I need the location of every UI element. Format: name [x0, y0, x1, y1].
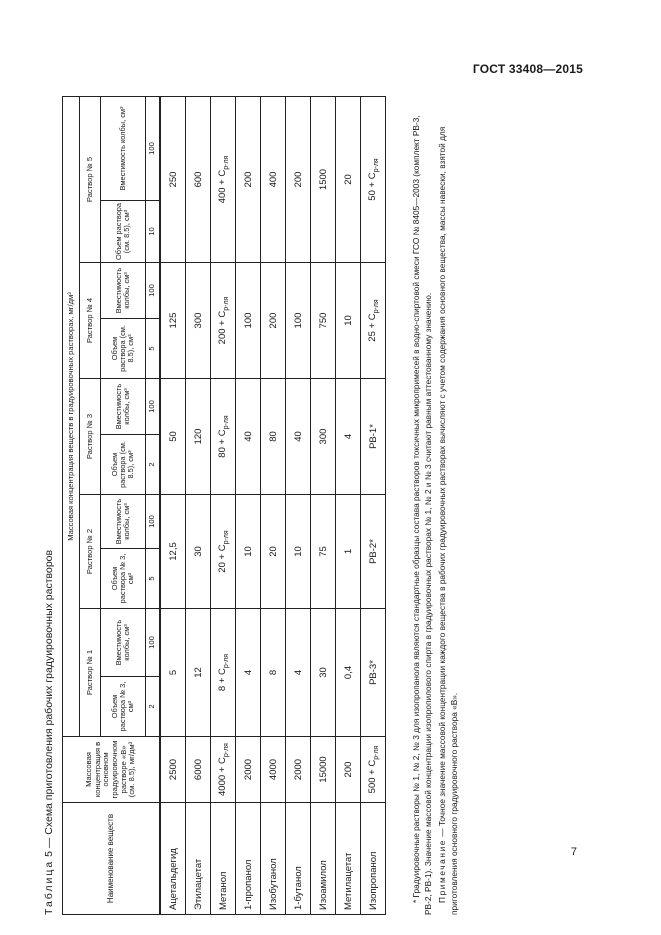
substance-name: 1-пропанол: [236, 803, 261, 915]
solution-4-value: 100: [236, 263, 261, 379]
col-number: 5: [146, 319, 161, 379]
solution-2-value: 20: [261, 495, 286, 609]
solution-3-value: 300: [311, 379, 336, 495]
base-concentration: $500 + C_{р-ля}$: [361, 737, 386, 803]
col-number: 2: [146, 435, 161, 495]
caption-text: 5 — Схема приготовления рабочих градуировочных растворов: [43, 549, 55, 857]
subheader-volume-4: Объем раствора (см. 8.5), см³: [101, 319, 146, 379]
group-header-1: Раствор № 1: [80, 609, 101, 737]
caption-label: Таблица: [43, 859, 55, 915]
document-code: ГОСТ 33408—2015: [472, 62, 583, 76]
substance-name: 1-бутанол: [286, 803, 311, 915]
solution-3-value: 50: [160, 379, 186, 495]
solution-5-value: 600: [186, 96, 211, 262]
substance-name: Изоамилол: [311, 803, 336, 915]
base-concentration: 15000: [311, 737, 336, 803]
table-row: [286, 96, 311, 914]
col-header-name: Наименование веществ: [63, 803, 161, 915]
solution-1-value: 12: [186, 609, 211, 737]
solution-2-value: РВ-2*: [361, 495, 386, 609]
subheader-volume-2: Объем раствора № 3, см³: [101, 549, 146, 609]
col-number: 5: [146, 549, 161, 609]
solution-1-value: РВ-3*: [361, 609, 386, 737]
solution-5-value: 200: [286, 96, 311, 262]
subheader-capacity-5: Вместимость колбы, см³: [101, 96, 146, 200]
base-concentration: 4000: [261, 737, 286, 803]
solution-5-value: 200: [236, 96, 261, 262]
solution-3-value: РВ-1*: [361, 379, 386, 495]
col-number: 100: [146, 263, 161, 319]
solution-4-value: 125: [160, 263, 186, 379]
solution-4-value: 200: [261, 263, 286, 379]
table-row: [311, 96, 336, 914]
solution-2-value: 1: [336, 495, 361, 609]
table-row: [361, 96, 386, 914]
solution-2-value: 12,5: [160, 495, 186, 609]
page-number: 7: [570, 846, 577, 858]
note-text: — Точное значение массовой концентрации каждого вещества в рабочих градуировочных растворах вычисляют с учетом содержания основного вещества, массы навески, взятой для приготовления основного градуировочного раствора «В».: [437, 126, 459, 915]
col-number: 100: [146, 609, 161, 677]
supergroup-header: Массовая концентрация веществ в градуировочных растворах, мг/дм³: [63, 96, 80, 736]
subheader-capacity-2: Вместимость колбы, см³: [101, 495, 146, 549]
substance-name: Ацетальдегид: [160, 803, 186, 915]
solution-4-value: 10: [336, 263, 361, 379]
solution-1-value: 4: [286, 609, 311, 737]
base-concentration: 200: [336, 737, 361, 803]
col-number: 100: [146, 379, 161, 435]
substance-name: Метилацетат: [336, 803, 361, 915]
base-concentration: 2500: [160, 737, 186, 803]
table-row: [236, 96, 261, 914]
col-number: 100: [146, 96, 161, 200]
table-notes: [410, 97, 460, 915]
solution-5-value: $50 + C_{р-ля}$: [361, 96, 386, 262]
base-concentration: $4000 + C_{р-ля}$: [211, 737, 236, 803]
table-row: [336, 96, 361, 914]
solution-4-value: $200 + C_{р-ля}$: [211, 263, 236, 379]
solution-3-value: 40: [286, 379, 311, 495]
solution-3-value: 120: [186, 379, 211, 495]
group-header-4: Раствор № 4: [80, 263, 101, 379]
solution-1-value: 8: [261, 609, 286, 737]
substance-name: Метанол: [211, 803, 236, 915]
rotated-table-block: [43, 95, 463, 915]
solution-3-value: 40: [236, 379, 261, 495]
col-header-base: Массовая концентрация в основном градуировочном растворе «В» (см. 8.5), мг/дм³: [63, 737, 161, 803]
solution-5-value: $400 + C_{р-ля}$: [211, 96, 236, 262]
solution-1-value: 5: [160, 609, 186, 737]
col-number: 10: [146, 201, 161, 263]
solution-4-value: 750: [311, 263, 336, 379]
col-number: 100: [146, 495, 161, 549]
note-label: Примечание: [437, 838, 447, 903]
solution-1-value: 4: [236, 609, 261, 737]
solution-1-value: 0,4: [336, 609, 361, 737]
solution-1-value: $8 + C_{р-ля}$: [211, 609, 236, 737]
group-header-2: Раствор № 2: [80, 495, 101, 609]
solution-4-value: $25 + C_{р-ля}$: [361, 263, 386, 379]
subheader-capacity-3: Вместимость колбы, см³: [101, 379, 146, 435]
solution-3-value: 80: [261, 379, 286, 495]
solution-2-value: $20 + C_{р-ля}$: [211, 495, 236, 609]
table-row: [211, 96, 236, 914]
solution-2-value: 75: [311, 495, 336, 609]
table-caption: [43, 550, 55, 915]
solution-2-value: 10: [236, 495, 261, 609]
subheader-volume-5: Объем раствора (см. 8.5), см³: [101, 201, 146, 263]
group-header-5: Раствор № 5: [80, 96, 101, 262]
col-number: 2: [146, 677, 161, 737]
solution-5-value: 400: [261, 96, 286, 262]
solution-5-value: 20: [336, 96, 361, 262]
base-concentration: 6000: [186, 737, 211, 803]
substance-name: Изопропанол: [361, 803, 386, 915]
solution-5-value: 1500: [311, 96, 336, 262]
solution-3-value: 4: [336, 379, 361, 495]
solution-3-value: $80 + C_{р-ля}$: [211, 379, 236, 495]
footnote: * Градуировочные растворы № 1, № 2, № 3 для изопропанола являются стандартные образцы состава растворов токсичных микропримесей в водно-спиртовой смеси ГСО № 8405—2003 (комплект РВ-3, РВ-2, РВ-1). Значение массовой концентрации изопропилового спирта в градуировочных растворах № 1, № 2 и № 3 считают равным аттестованному значению.: [411, 115, 433, 915]
subheader-volume-3: Объем раствора (см. 8.5), см³: [101, 435, 146, 495]
base-concentration: 2000: [286, 737, 311, 803]
solution-4-value: 100: [286, 263, 311, 379]
substance-name: Этилацетат: [186, 803, 211, 915]
base-concentration: 2000: [236, 737, 261, 803]
group-header-3: Раствор № 3: [80, 379, 101, 495]
table-row: [160, 96, 186, 914]
substance-name: Изобутанол: [261, 803, 286, 915]
note-paragraph: [436, 97, 460, 915]
solution-2-value: 10: [286, 495, 311, 609]
solution-4-value: 300: [186, 263, 211, 379]
subheader-capacity-4: Вместимость колбы, см³: [101, 263, 146, 319]
solution-5-value: 250: [160, 96, 186, 262]
solution-1-value: 30: [311, 609, 336, 737]
subheader-capacity-1: Вместимость колбы, см³: [101, 609, 146, 677]
table-row: [261, 96, 286, 914]
solution-2-value: 30: [186, 495, 211, 609]
solutions-table: [62, 96, 386, 915]
table-row: [186, 96, 211, 914]
subheader-volume-1: Объем раствора № 3, см³: [101, 677, 146, 737]
